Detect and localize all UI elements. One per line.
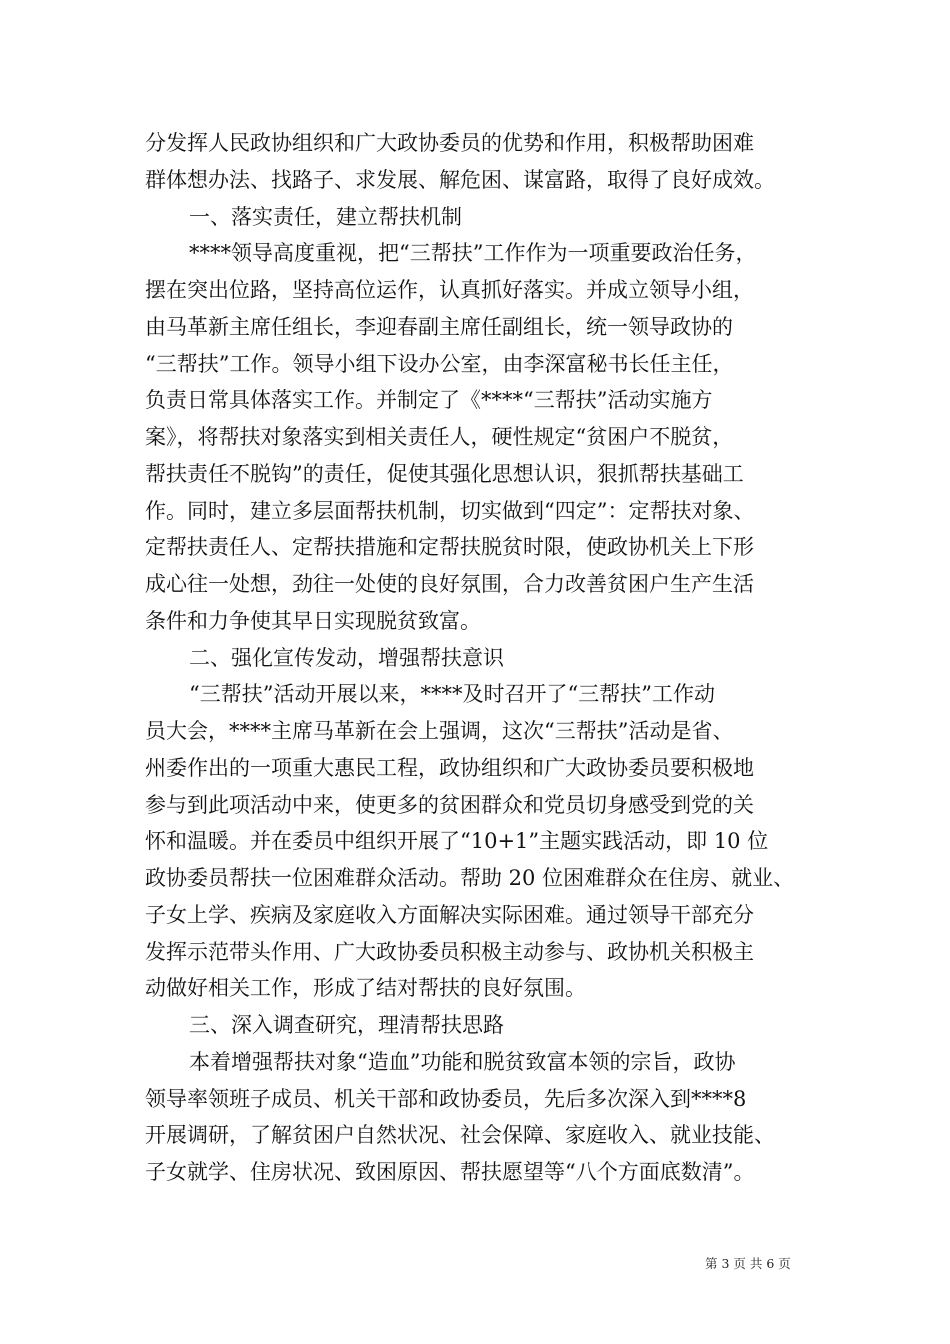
text-line: 开展调研，了解贫困户自然状况、社会保障、家庭收入、就业技能、 (145, 1123, 775, 1148)
text-line: ****领导高度重视，把“三帮扶”工作作为一项重要政治任务， (189, 241, 757, 266)
section-heading-3: 三、深入调查研究，理清帮扶思路 (189, 1013, 504, 1037)
text-line: 参与到此项活动中来，使更多的贫困群众和党员切身感受到党的关 (145, 792, 754, 817)
text-line: 动做好相关工作，形成了结对帮扶的良好氛围。 (145, 976, 586, 1001)
text-line: 作。同时，建立多层面帮扶机制，切实做到“四定”：定帮扶对象、 (145, 498, 755, 523)
text-line: 领导率领班子成员、机关干部和政协委员，先后多次深入到****8 (145, 1086, 747, 1111)
section-heading-1: 一、落实责任，建立帮扶机制 (189, 204, 462, 229)
text-line: “三帮扶”活动开展以来，****及时召开了“三帮扶”工作动 (189, 682, 715, 707)
text-line: “三帮扶”工作。领导小组下设办公室，由李深富秘书长任主任， (145, 351, 734, 376)
page-number-footer: 第 3 页 共 6 页 (705, 1256, 791, 1271)
text-line: 案》，将帮扶对象落实到相关责任人，硬性规定“贫困户不脱贫， (145, 425, 734, 449)
text-line: 由马革新主席任组长，李迎春副主席任副组长，统一领导政协的 (145, 314, 733, 339)
text-line: 定帮扶责任人、定帮扶措施和定帮扶脱贫时限，使政协机关上下形 (145, 535, 754, 560)
body-text (145, 125, 825, 1191)
text-line: 成心往一处想，劲往一处使的良好氛围，合力改善贫困户生产生活 (145, 572, 754, 596)
text-line: 政协委员帮扶一位困难群众活动。帮助 20 位困难群众在住房、就业、 (145, 866, 795, 890)
text-line: 分发挥人民政协组织和广大政协委员的优势和作用，积极帮助困难 (145, 131, 754, 155)
text-line: 负责日常具体落实工作。并制定了《****“三帮扶”活动实施方 (145, 388, 713, 413)
text-line: 群体想办法、找路子、求发展、解危困、谋富路，取得了良好成效。 (145, 167, 775, 192)
text-line: 州委作出的一项重大惠民工程，政协组织和广大政协委员要积极地 (145, 755, 754, 780)
section-heading-2: 二、强化宣传发动，增强帮扶意识 (189, 645, 504, 670)
text-line: 条件和力争使其早日实现脱贫致富。 (145, 608, 481, 633)
text-line: 怀和温暖。并在委员中组织开展了“10+1”主题实践活动，即 10 位 (145, 829, 769, 854)
text-line: 子女上学、疾病及家庭收入方面解决实际困难。通过领导干部充分 (145, 902, 754, 927)
text-line: 员大会，****主席马革新在会上强调，这次“三帮扶”活动是省、 (145, 719, 734, 743)
text-line: 子女就学、住房状况、致困原因、帮扶愿望等“八个方面底数清”。 (145, 1160, 755, 1184)
text-line: 摆在突出位路，坚持高位运作，认真抓好落实。并成立领导小组， (145, 278, 754, 302)
text-line: 本着增强帮扶对象“造血”功能和脱贫致富本领的宗旨，政协 (189, 1049, 736, 1074)
text-line: 帮扶责任不脱钩”的责任，促使其强化思想认识，狠抓帮扶基础工 (145, 461, 744, 486)
text-line: 发挥示范带头作用、广大政协委员积极主动参与、政协机关积极主 (145, 939, 754, 964)
